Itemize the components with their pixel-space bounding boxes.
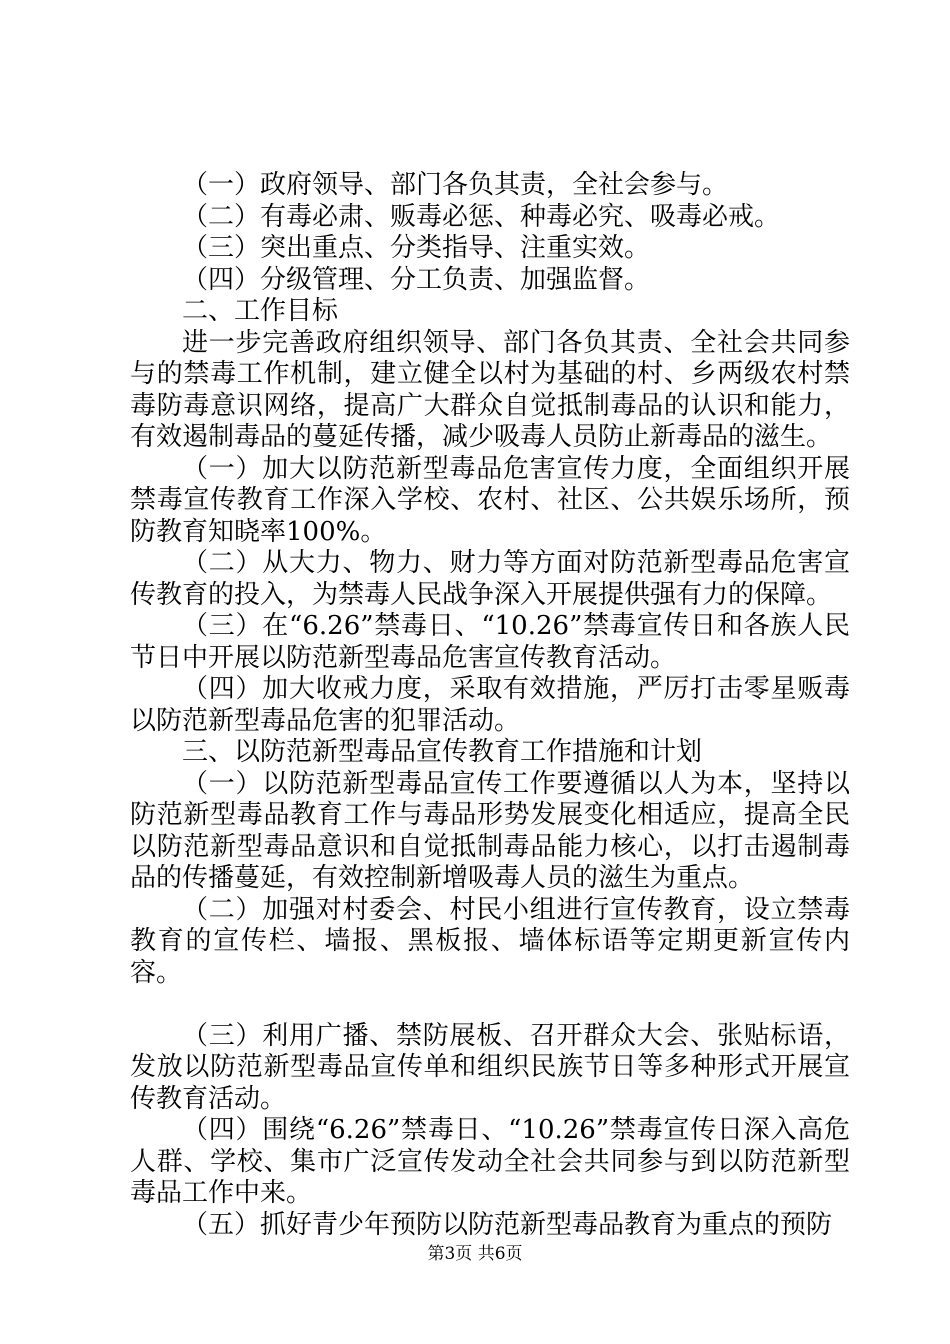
paragraph-principle-1: （一）政府领导、部门各负其责，全社会参与。 <box>182 170 729 200</box>
document-body <box>130 170 850 1241</box>
paragraph-goal-1: （一）加大以防范新型毒品危害宣传力度，全面组织开展禁毒宣传教育工作深入学校、农村、社区、公共娱乐场所，预防教育知晓率100%。 <box>130 453 850 547</box>
paragraph-principle-4: （四）分级管理、分工负责、加强监督。 <box>182 264 651 295</box>
paragraph-measure-5: （五）抓好青少年预防以防范新型毒品教育为重点的预防 <box>182 1209 833 1240</box>
paragraph-goal-4: （四）加大收戒力度，采取有效措施，严厉打击零星贩毒以防范新型毒品危害的犯罪活动。 <box>130 674 850 736</box>
paragraph-principle-3: （三）突出重点、分类指导、注重实效。 <box>182 233 651 263</box>
paragraph-measure-1: （一）以防范新型毒品宣传工作要遵循以人为本，坚持以防范新型毒品教育工作与毒品形势发展变化相适应，提高全民以防范新型毒品意识和自觉抵制毒品能力核心，以打击遏制毒品的传播蔓延，有效控制新增吸毒人员的滋生为重点。 <box>130 768 850 893</box>
page-number-footer: 第3页 共6页 <box>427 1244 523 1264</box>
paragraph-spacer <box>130 989 850 1021</box>
paragraph-principle-2: （二）有毒必肃、贩毒必惩、种毒必究、吸毒必戒。 <box>182 201 781 232</box>
paragraph-measure-2: （二）加强对村委会、村民小组进行宣传教育，设立禁毒教育的宣传栏、墙报、黑板报、墙体标语等定期更新宣传内容。 <box>130 894 850 988</box>
paragraph-goal-3: （三）在“6.26”禁毒日、“10.26”禁毒宣传日和各族人民节日中开展以防范新型毒品危害宣传教育活动。 <box>130 611 850 673</box>
paragraph-goals-intro: 进一步完善政府组织领导、部门各负其责、全社会共同参与的禁毒工作机制，建立健全以村为基础的村、乡两级农村禁毒防毒意识网络，提高广大群众自觉抵制毒品的认识和能力，有效遏制毒品的蔓延传播，减少吸毒人员防止新毒品的滋生。 <box>130 327 850 452</box>
paragraph-measure-4: （四）围绕“6.26”禁毒日、“10.26”禁毒宣传日深入高危人群、学校、集市广泛宣传发动全社会共同参与到以防范新型毒品工作中来。 <box>130 1115 850 1208</box>
section-heading-goals: 二、工作目标 <box>182 296 339 326</box>
paragraph-goal-2: （二）从大力、物力、财力等方面对防范新型毒品危害宣传教育的投入，为禁毒人民战争深入开展提供强有力的保障。 <box>130 548 850 610</box>
section-heading-measures: 三、以防范新型毒品宣传教育工作措施和计划 <box>182 737 703 767</box>
paragraph-measure-3: （三）利用广播、禁防展板、召开群众大会、张贴标语，发放以防范新型毒品宣传单和组织民族节日等多种形式开展宣传教育活动。 <box>130 1020 850 1114</box>
